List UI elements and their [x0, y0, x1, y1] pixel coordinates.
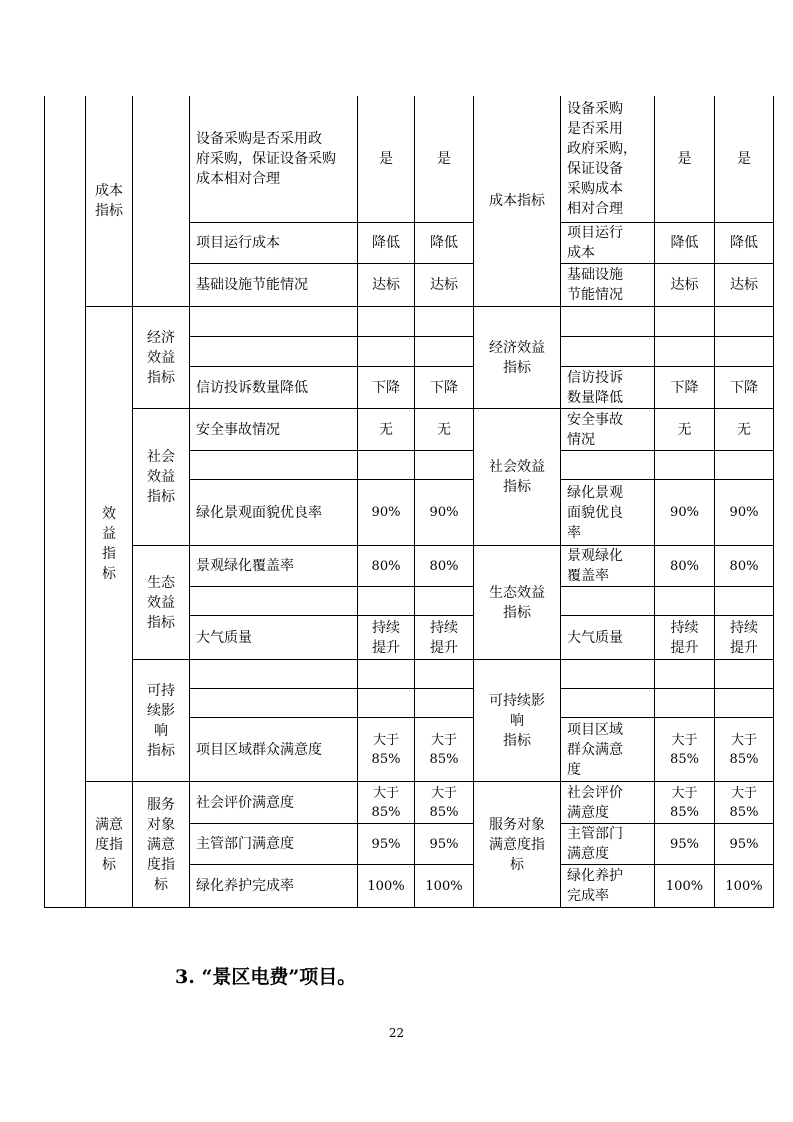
satisfaction-value-b: 大于 85%: [429, 785, 459, 820]
satisfaction-right-value-b: 95%: [729, 836, 759, 852]
eco-value-b: 持续 提升: [430, 619, 458, 656]
cost-value-b: 是: [437, 151, 451, 167]
eco-right-value-b: 80%: [729, 558, 759, 574]
cost-item-energy: 基础设施节能情况: [196, 277, 308, 293]
cost-right-value-b: 降低: [730, 235, 758, 251]
cost-right-value-a: 是: [677, 151, 692, 167]
eco-right-item-coverage: 景观绿化 覆盖率: [567, 548, 623, 584]
cost-right-label: 成本指标: [489, 193, 545, 209]
sustain-item-residents: 项目区域群众满意度: [196, 741, 322, 758]
cost-value-a: 是: [379, 151, 393, 167]
social-right-item-safety: 安全事故 情况: [567, 411, 623, 448]
cost-right-value-a: 达标: [670, 277, 699, 293]
economic-value-b: 下降: [430, 379, 458, 396]
social-item-greening: 绿化景观面貌优良率: [196, 504, 322, 521]
sustain-right-value-a: 大于 85%: [670, 732, 699, 767]
satisfaction-value-b: 95%: [429, 836, 459, 852]
cost-right-item-procurement: 设备采购 是否采用 政府采购， 保证设备 采购成本 相对合理: [567, 101, 637, 217]
eco-right-item-air: 大气质量: [567, 629, 623, 646]
cost-right-value-a: 降低: [670, 235, 699, 251]
eco-item-coverage: 景观绿化覆盖率: [196, 558, 294, 574]
social-item-safety: 安全事故情况: [196, 421, 280, 438]
eco-benefit-label: 生态 效益 指标: [147, 574, 175, 631]
social-right-item-greening: 绿化景观 面貌优良 率: [567, 484, 623, 541]
sustain-right-label: 可持续影 响 指标: [489, 692, 545, 749]
economic-benefit-label: 经济 效益 指标: [147, 329, 175, 386]
satisfaction-right-label: 服务对象 满意度指 标: [489, 816, 545, 873]
sustain-right-item-residents: 项目区域 群众满意 度: [567, 721, 623, 778]
cost-right-value-b: 达标: [730, 277, 758, 293]
satisfaction-value-a: 大于 85%: [371, 785, 401, 820]
cost-value-a: 降低: [372, 235, 400, 251]
satisfaction-item-dept: 主管部门满意度: [196, 836, 294, 852]
social-value-b: 无: [437, 421, 451, 438]
social-right-value-b: 90%: [729, 505, 759, 520]
satisfaction-value-a: 95%: [371, 836, 401, 852]
satisfaction-item-social: 社会评价满意度: [196, 794, 294, 811]
cost-item-procurement: 设备采购是否采用政 府采购，保证设备采购 成本相对合理: [196, 131, 336, 187]
satisfaction-group-label: 满意 度指 标: [95, 816, 123, 873]
social-value-a: 90%: [371, 505, 401, 520]
eco-value-a: 80%: [371, 558, 401, 574]
section-heading: 3. “景区电费”项目。: [175, 966, 357, 988]
economic-item: 信访投诉数量降低: [196, 379, 308, 396]
social-value-a: 无: [379, 421, 393, 438]
cost-right-item-operation: 项目运行 成本: [567, 225, 623, 261]
economic-right-item: 信访投诉 数量降低: [567, 369, 623, 406]
sustain-value-a: 大于 85%: [371, 732, 401, 767]
economic-right-label: 经济效益 指标: [489, 339, 545, 376]
sustain-label: 可持 续影 响 指标: [147, 682, 175, 759]
sustain-right-value-b: 大于 85%: [729, 732, 759, 767]
cost-item-operation: 项目运行成本: [196, 235, 280, 251]
cost-value-a: 达标: [372, 277, 400, 293]
eco-right-value-b: 持续 提升: [730, 619, 758, 656]
eco-value-b: 80%: [429, 558, 459, 574]
satisfaction-right-item-greening: 绿化养护 完成率: [567, 868, 623, 904]
satisfaction-right-value-a: 95%: [670, 836, 699, 852]
satisfaction-right-value-b: 大于 85%: [729, 785, 759, 820]
economic-right-value-a: 下降: [670, 379, 699, 396]
social-right-value-a: 无: [677, 421, 692, 438]
cost-right-value-b: 是: [737, 151, 751, 167]
eco-right-label: 生态效益 指标: [489, 584, 545, 621]
eco-right-value-a: 持续 提升: [670, 619, 699, 656]
social-right-label: 社会效益 指标: [489, 459, 545, 495]
eco-item-air: 大气质量: [196, 629, 252, 646]
cost-value-b: 降低: [430, 235, 458, 251]
page-number: 22: [388, 1026, 405, 1040]
social-value-b: 90%: [429, 505, 459, 520]
satisfaction-label: 服务 对象 满意 度指 标: [147, 796, 175, 893]
satisfaction-right-item-dept: 主管部门 满意度: [567, 826, 623, 862]
benefit-group-label: 效 益 指 标: [102, 506, 116, 582]
cost-right-item-energy: 基础设施 节能情况: [567, 267, 623, 303]
social-right-value-a: 90%: [670, 505, 699, 520]
cost-group-label: 成本 指标: [95, 183, 123, 219]
social-right-value-b: 无: [737, 421, 751, 438]
satisfaction-right-value-a: 大于 85%: [670, 785, 699, 820]
economic-right-value-b: 下降: [730, 379, 758, 396]
satisfaction-right-value-a: 100%: [665, 878, 704, 894]
satisfaction-value-b: 100%: [425, 878, 463, 894]
social-benefit-label: 社会 效益 指标: [147, 449, 175, 505]
satisfaction-value-a: 100%: [367, 878, 405, 894]
performance-indicator-table: [44, 96, 774, 908]
satisfaction-item-greening: 绿化养护完成率: [196, 878, 294, 894]
cost-value-b: 达标: [430, 277, 458, 293]
satisfaction-right-item-social: 社会评价 满意度: [567, 784, 623, 821]
sustain-value-b: 大于 85%: [429, 732, 459, 767]
eco-right-value-a: 80%: [670, 558, 699, 574]
economic-value-a: 下降: [372, 379, 400, 396]
satisfaction-right-value-b: 100%: [725, 878, 763, 894]
eco-value-a: 持续 提升: [372, 619, 400, 656]
